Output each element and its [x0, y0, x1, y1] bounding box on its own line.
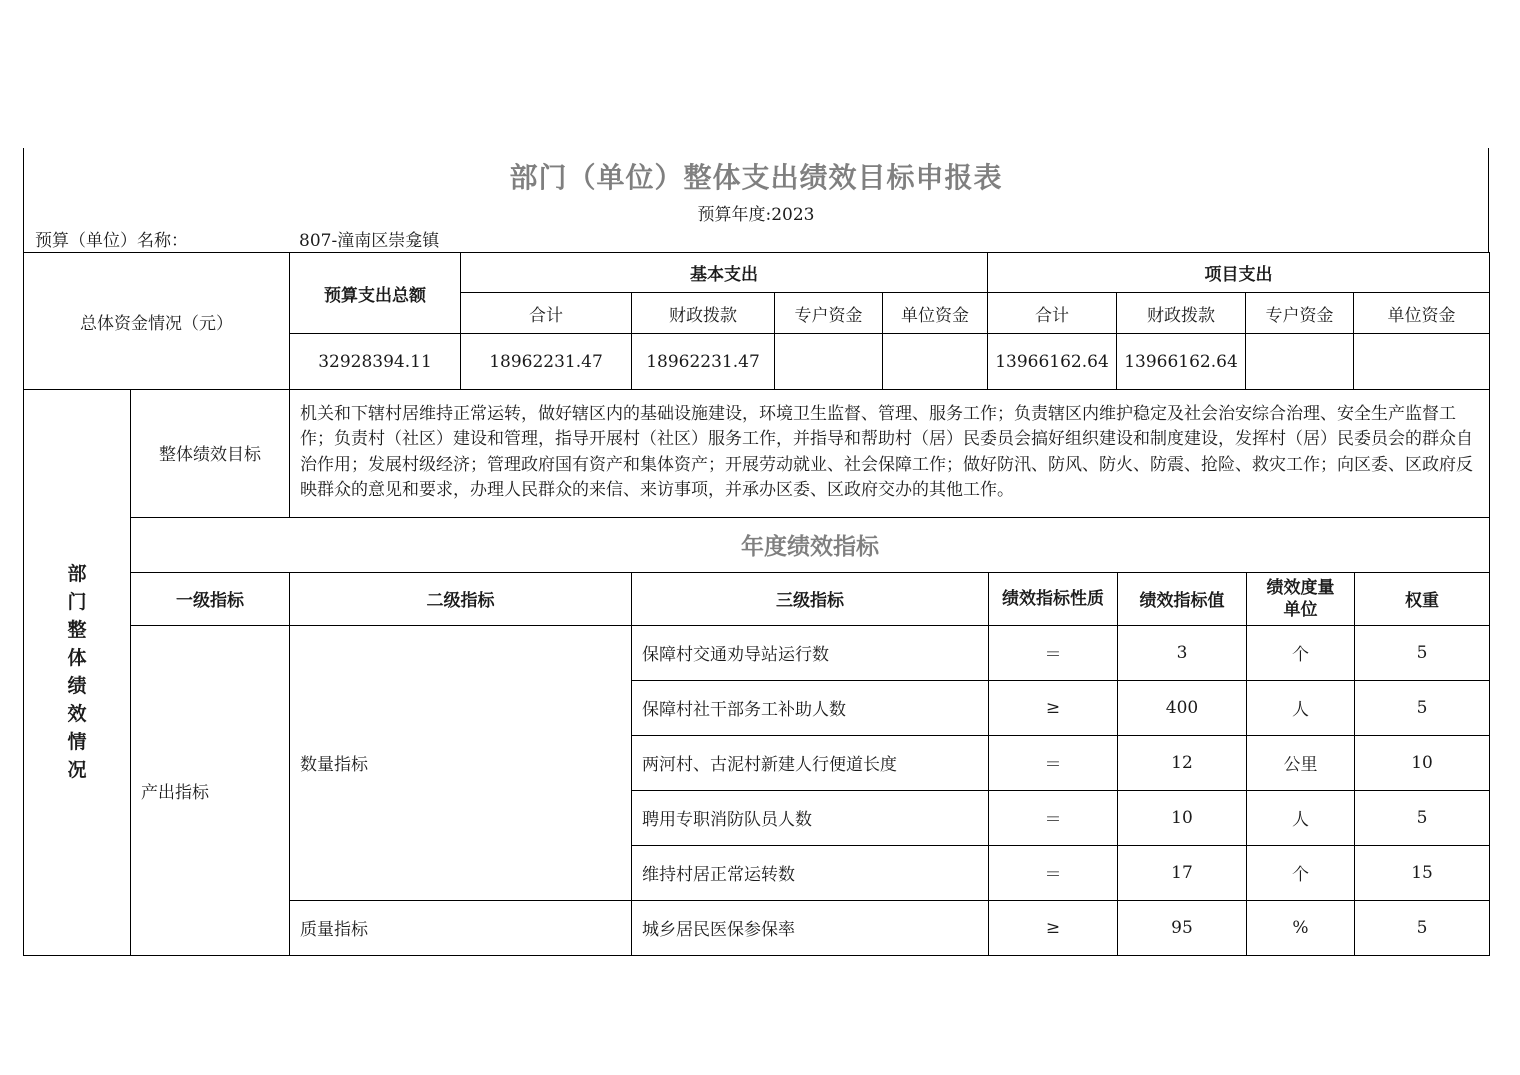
- indicator-weight: 5: [1355, 900, 1490, 955]
- funds-subheader: 财政拨款: [1117, 293, 1246, 334]
- funds-subheader: 合计: [461, 293, 632, 334]
- funds-value: 13966162.64: [1117, 334, 1246, 390]
- indicator-name: 两河村、古泥村新建人行便道长度: [632, 735, 989, 790]
- indicator-weight: 5: [1355, 680, 1490, 735]
- funds-value: 18962231.47: [461, 334, 632, 390]
- indicator-nature: ≥: [989, 680, 1118, 735]
- level2-quality: 质量指标: [290, 900, 632, 955]
- right-border: [1488, 148, 1489, 252]
- header-unit: 绩效度量单位: [1247, 572, 1355, 625]
- indicator-weight: 15: [1355, 845, 1490, 900]
- funds-subheader: 专户资金: [775, 293, 883, 334]
- header-nature: 绩效指标性质: [989, 572, 1118, 625]
- indicator-name: 维持村居正常运转数: [632, 845, 989, 900]
- indicator-weight: 10: [1355, 735, 1490, 790]
- indicator-name: 聘用专职消防队员人数: [632, 790, 989, 845]
- indicator-name: 城乡居民医保参保率: [632, 900, 989, 955]
- indicator-value: 12: [1118, 735, 1247, 790]
- project-expenditure-header: 项目支出: [988, 253, 1490, 293]
- budget-year: 预算年度:2023: [697, 205, 815, 225]
- indicator-unit: 人: [1247, 680, 1355, 735]
- indicator-value: 3: [1118, 625, 1247, 680]
- header-value: 绩效指标值: [1118, 572, 1247, 625]
- unit-name-label: 预算（单位）名称：: [35, 231, 188, 251]
- indicator-unit: %: [1247, 900, 1355, 955]
- level2-quantity: 数量指标: [290, 625, 632, 900]
- indicator-nature: ＝: [989, 625, 1118, 680]
- goal-text: 机关和下辖村居维持正常运转，做好辖区内的基础设施建设，环境卫生监督、管理、服务工作；负责辖区内维护稳定及社会治安综合治理、安全生产监督工作；负责村（社区）建设和管理，指导开展村（社区）服务工作，并指导和帮助村（居）民委员会搞好组织建设和制度建设，发挥村（居）民委员会的群众自治作用；发展村级经济；管理政府国有资产和集体资产；开展劳动就业、社会保障工作；做好防汛、防风、防火、防震、抢险、救灾工作；向区委、区政府反映群众的意见和要求，办理人民群众的来信、来访事项，并承办区委、区政府交办的其他工作。: [290, 389, 1490, 517]
- header-weight: 权重: [1355, 572, 1490, 625]
- indicator-name: 保障村交通劝导站运行数: [632, 625, 989, 680]
- funds-subheader: 单位资金: [883, 293, 988, 334]
- section-label: 部 门 整 体 绩 效 情 况: [24, 389, 131, 955]
- indicator-nature: ＝: [989, 790, 1118, 845]
- funds-value: [1354, 334, 1490, 390]
- total-budget-value: 32928394.11: [290, 334, 461, 390]
- indicator-value: 10: [1118, 790, 1247, 845]
- funds-subheader: 合计: [988, 293, 1117, 334]
- indicator-value: 400: [1118, 680, 1247, 735]
- page-title: 部门（单位）整体支出绩效目标申报表: [509, 161, 1003, 194]
- indicator-nature: ≥: [989, 900, 1118, 955]
- total-budget-header: 预算支出总额: [290, 253, 461, 334]
- funds-value: [883, 334, 988, 390]
- indicator-value: 95: [1118, 900, 1247, 955]
- indicator-unit: 人: [1247, 790, 1355, 845]
- header-level3: 三级指标: [632, 572, 989, 625]
- funds-value: [775, 334, 883, 390]
- goal-label: 整体绩效目标: [131, 389, 290, 517]
- indicator-name: 保障村社干部务工补助人数: [632, 680, 989, 735]
- funds-value: 18962231.47: [632, 334, 775, 390]
- funds-table: [23, 252, 1490, 390]
- left-border: [23, 148, 24, 252]
- funds-subheader: 单位资金: [1354, 293, 1490, 334]
- indicator-unit: 个: [1247, 845, 1355, 900]
- indicator-weight: 5: [1355, 625, 1490, 680]
- funds-value: 13966162.64: [988, 334, 1117, 390]
- funds-subheader: 财政拨款: [632, 293, 775, 334]
- indicator-unit: 个: [1247, 625, 1355, 680]
- indicator-weight: 5: [1355, 790, 1490, 845]
- indicator-unit: 公里: [1247, 735, 1355, 790]
- header-level1: 一级指标: [131, 572, 290, 625]
- level1-output: 产出指标: [131, 625, 290, 955]
- indicator-nature: ＝: [989, 735, 1118, 790]
- unit-name-value: 807-潼南区崇龛镇: [299, 231, 440, 251]
- indicator-value: 17: [1118, 845, 1247, 900]
- funds-value: [1246, 334, 1354, 390]
- performance-table: [23, 389, 1490, 956]
- basic-expenditure-header: 基本支出: [461, 253, 988, 293]
- header-level2: 二级指标: [290, 572, 632, 625]
- funds-row-label: 总体资金情况（元）: [24, 253, 290, 390]
- indicators-title: 年度绩效指标: [131, 517, 1490, 572]
- funds-subheader: 专户资金: [1246, 293, 1354, 334]
- indicator-nature: ＝: [989, 845, 1118, 900]
